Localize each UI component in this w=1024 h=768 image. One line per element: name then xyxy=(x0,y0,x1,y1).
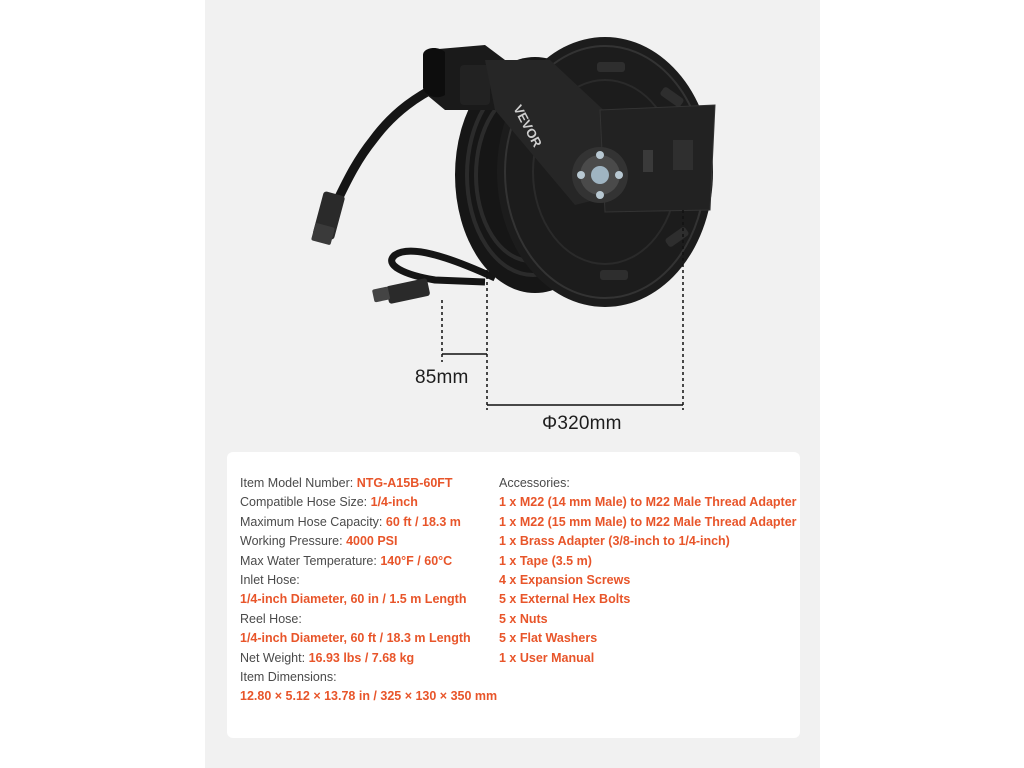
spec-row: Compatible Hose Size: 1/4-inch xyxy=(240,495,418,510)
accessory-item: 1 x M22 (15 mm Male) to M22 Male Thread Adapter xyxy=(499,514,797,529)
accessories-heading: Accessories: xyxy=(499,476,570,490)
accessory-item: 4 x Expansion Screws xyxy=(499,573,631,588)
spec-row: Net Weight: 16.93 lbs / 7.68 kg xyxy=(240,650,415,665)
spec-row: Reel Hose: xyxy=(240,611,302,626)
accessory-item: 1 x User Manual xyxy=(499,650,595,665)
spec-row: Item Model Number: NTG-A15B-60FT xyxy=(240,476,453,490)
accessories-list xyxy=(499,474,799,668)
brand-logo: VEVOR xyxy=(510,102,545,150)
spec-row: Max Water Temperature: 140°F / 60°C xyxy=(240,553,453,568)
spec-row: Inlet Hose: xyxy=(240,573,300,588)
accessory-item: 1 x M22 (14 mm Male) to M22 Male Thread Adapter xyxy=(499,495,797,510)
reel-hub xyxy=(572,147,628,203)
accessory-item: 5 x External Hex Bolts xyxy=(499,592,631,607)
spec-row: Working Pressure: 4000 PSI xyxy=(240,534,398,549)
hose-fitting-left xyxy=(311,191,345,245)
accessory-item: 1 x Tape (3.5 m) xyxy=(499,553,592,568)
dimension-85mm-label: 85mm xyxy=(415,367,469,388)
spec-row: 1/4-inch Diameter, 60 ft / 18.3 m Length xyxy=(240,631,471,646)
accessory-item: 5 x Flat Washers xyxy=(499,631,598,646)
hose-fitting-bottom xyxy=(372,278,430,304)
accessory-item: 5 x Nuts xyxy=(499,611,548,626)
accessory-item: 1 x Brass Adapter (3/8-inch to 1/4-inch) xyxy=(499,534,730,549)
spec-row: Item Dimensions: xyxy=(240,670,337,685)
spec-row: 1/4-inch Diameter, 60 in / 1.5 m Length xyxy=(240,592,467,607)
specs-list xyxy=(240,474,502,707)
specifications-card xyxy=(227,452,800,738)
dimension-320mm-label: Φ320mm xyxy=(542,413,622,434)
hose-reel-image xyxy=(205,0,820,440)
spec-row: Maximum Hose Capacity: 60 ft / 18.3 m xyxy=(240,514,461,529)
spec-row: 12.80 × 5.12 × 13.78 in / 325 × 130 × 350 mm xyxy=(240,689,498,704)
